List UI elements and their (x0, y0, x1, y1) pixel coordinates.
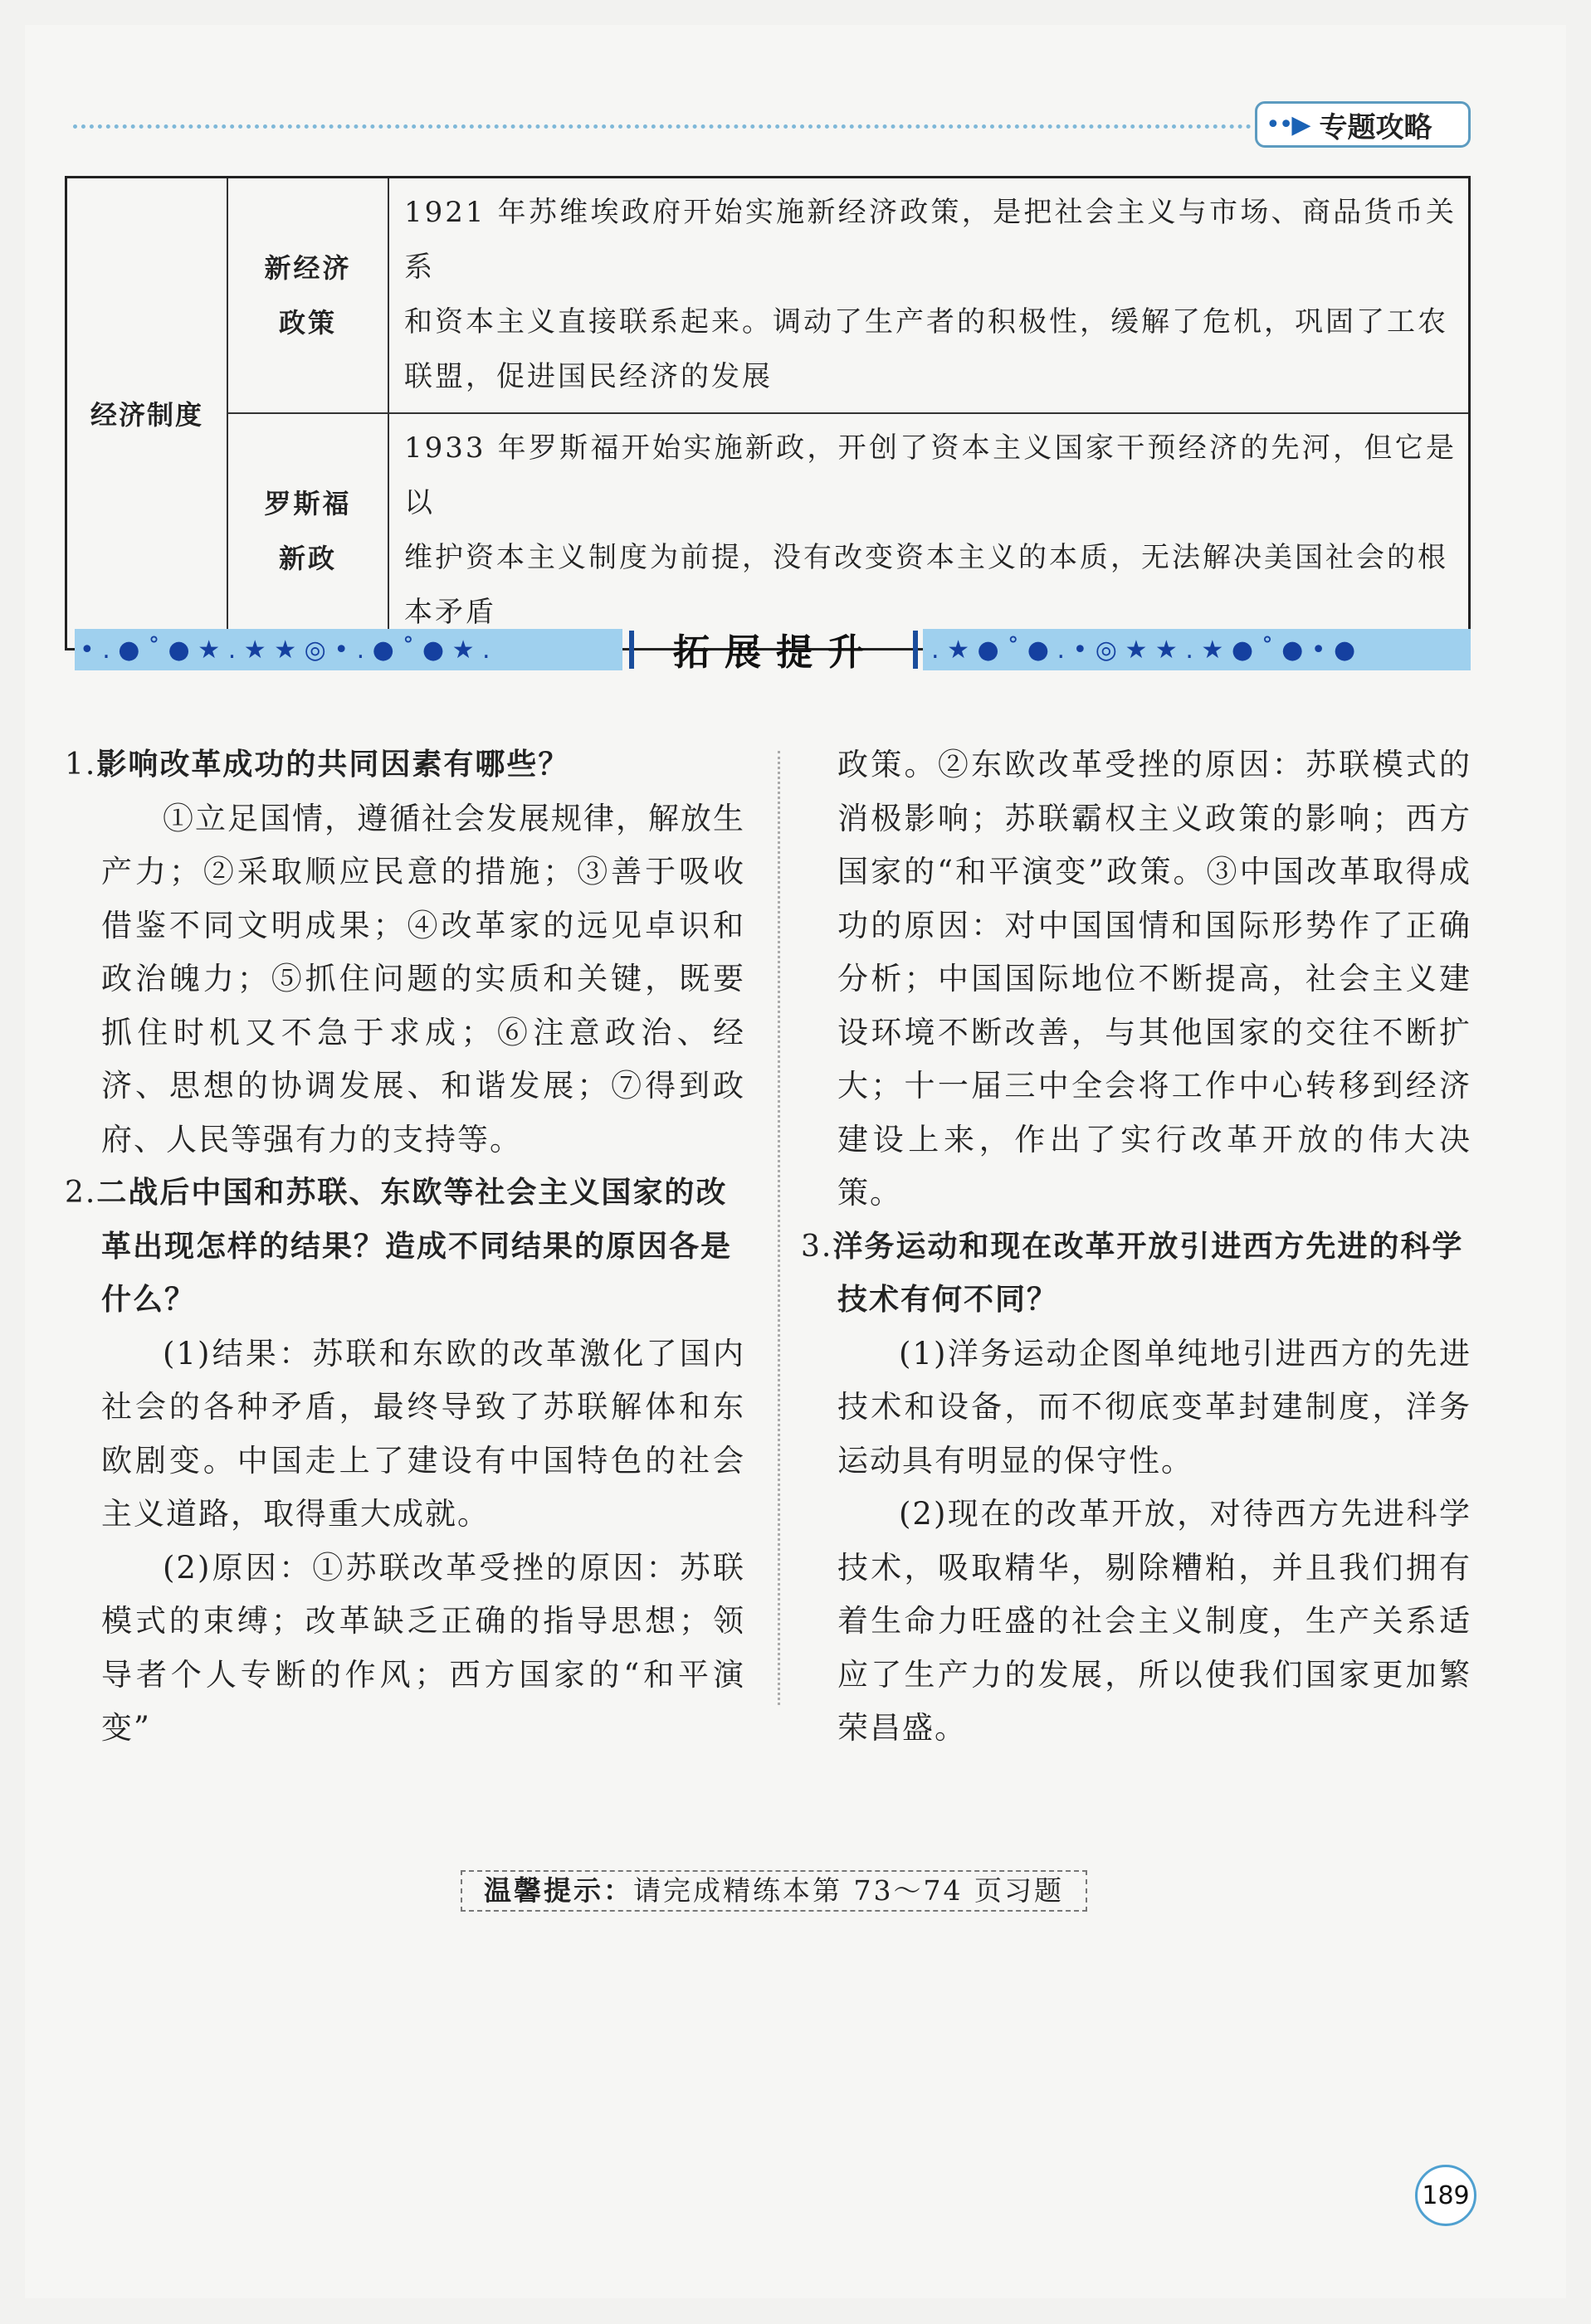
policy-name-line: 罗斯福 (264, 488, 352, 519)
desc-line: 1933 年罗斯福开始实施新政，开创了资本主义国家干预经济的先河，但它是以 (404, 431, 1457, 519)
column-divider (778, 751, 780, 1705)
question-2 (65, 1167, 745, 1328)
tip-label: 温馨提示： (484, 1874, 634, 1907)
policy-name-line: 政策 (278, 307, 337, 339)
arrow-icon: ••▶ (1266, 110, 1310, 139)
answer-2-reason: (2)原因：①苏联改革受挫的原因：苏联模式的束缚；改革缺乏正确的指导思想；领导者个人专断的作风；西方国家的“和平演变” (101, 1549, 745, 1746)
table-row (66, 178, 1470, 414)
question-number: 3. (801, 1229, 833, 1264)
desc-line: 1921 年苏维埃政府开始实施新经济政策，是把社会主义与市场、商品货币关系 (404, 196, 1457, 284)
banner-pattern-left: • . ● ˚ ● ★ . ★ ★ ◎ • . ● ˚ ● ★ . (75, 629, 622, 670)
question-text: 影响改革成功的共同因素有哪些？ (96, 748, 570, 782)
policy-desc-cell (388, 413, 1470, 650)
answer-2-result: (1)结果：苏联和东欧的改革激化了国内社会的各种矛盾，最终导致了苏联解体和东欧剧变。中国走上了建设有中国特色的社会主义道路，取得重大成就。 (101, 1335, 745, 1532)
category-cell: 经济制度 (66, 178, 228, 650)
question-number: 2. (65, 1176, 97, 1210)
policy-name-line: 新经济 (264, 252, 352, 284)
answer-3-1: (1)洋务运动企图单纯地引进西方的先进技术和设备，而不彻底变革封建制度，洋务运动具有明显的保守性。 (837, 1335, 1471, 1479)
policy-name-line: 新政 (278, 543, 337, 574)
question-text: 洋务运动和现在改革开放引进西方先进的科学技术有何不同？ (832, 1229, 1464, 1317)
right-column (801, 738, 1471, 1756)
table-row (66, 413, 1470, 650)
desc-line: 和资本主义直接联系起来。调动了生产者的积极性，缓解了危机，巩固了工农 (404, 305, 1448, 339)
desc-line: 联盟，促进国民经济的发展 (404, 360, 773, 393)
desc-line: 维护资本主义制度为前提，没有改变资本主义的本质，无法解决美国社会的根 (404, 541, 1448, 574)
policy-name-cell (227, 413, 388, 650)
question-number: 1. (65, 748, 97, 782)
page-number: 189 (1415, 2165, 1476, 2226)
tip-box (461, 1870, 1087, 1912)
section-title: 拓展提升 (673, 631, 879, 674)
header-tab (1255, 101, 1471, 148)
policy-desc-cell (388, 178, 1470, 414)
question-text: 二战后中国和苏联、东欧等社会主义国家的改革出现怎样的结果？造成不同结果的原因各是什么？ (96, 1176, 733, 1317)
question-3 (801, 1220, 1471, 1328)
tip-text: 请完成精练本第 73～74 页习题 (633, 1874, 1064, 1907)
answer-2-reason-continued: 政策。②东欧改革受挫的原因：苏联模式的消极影响；苏联霸权主义政策的影响；西方国家的“和平演变”政策。③中国改革取得成功的原因：对中国国情和国际形势作了正确分析；中国国际地位不断提高，社会主义建设环境不断改善，与其他国家的交往不断扩大；十一届三中全会将工作中心转移到经济建设上来，作出了实行改革开放的伟大决策。 (837, 747, 1471, 1211)
left-column (65, 738, 745, 1756)
banner-bar (913, 631, 918, 669)
question-1 (65, 738, 745, 792)
section-banner (75, 629, 1471, 674)
policy-name-cell (227, 178, 388, 414)
banner-bar (629, 631, 634, 669)
banner-pattern-right: . ★ ● ˚ ● . • ◎ ★ ★ . ★ ● ˚ ● • ● (923, 629, 1471, 670)
desc-line: 本矛盾 (404, 596, 496, 629)
header-dotted-rule (73, 124, 1252, 129)
answer-3-2: (2)现在的改革开放，对待西方先进科学技术，吸取精华，剔除糟粕，并且我们拥有着生命力旺盛的社会主义制度，生产关系适应了生产力的发展，所以使我们国家更加繁荣昌盛。 (837, 1496, 1471, 1746)
policy-table (65, 176, 1471, 650)
header-tab-label: 专题攻略 (1319, 110, 1432, 144)
answer-1: ①立足国情，遵循社会发展规律，解放生产力；②采取顺应民意的措施；③善于吸收借鉴不同文明成果；④改革家的远见卓识和政治魄力；⑤抓住问题的实质和关键，既要抓住时机又不急于求成；⑥注意政治、经济、思想的协调发展、和谐发展；⑦得到政府、人民等强有力的支持等。 (101, 800, 745, 1157)
